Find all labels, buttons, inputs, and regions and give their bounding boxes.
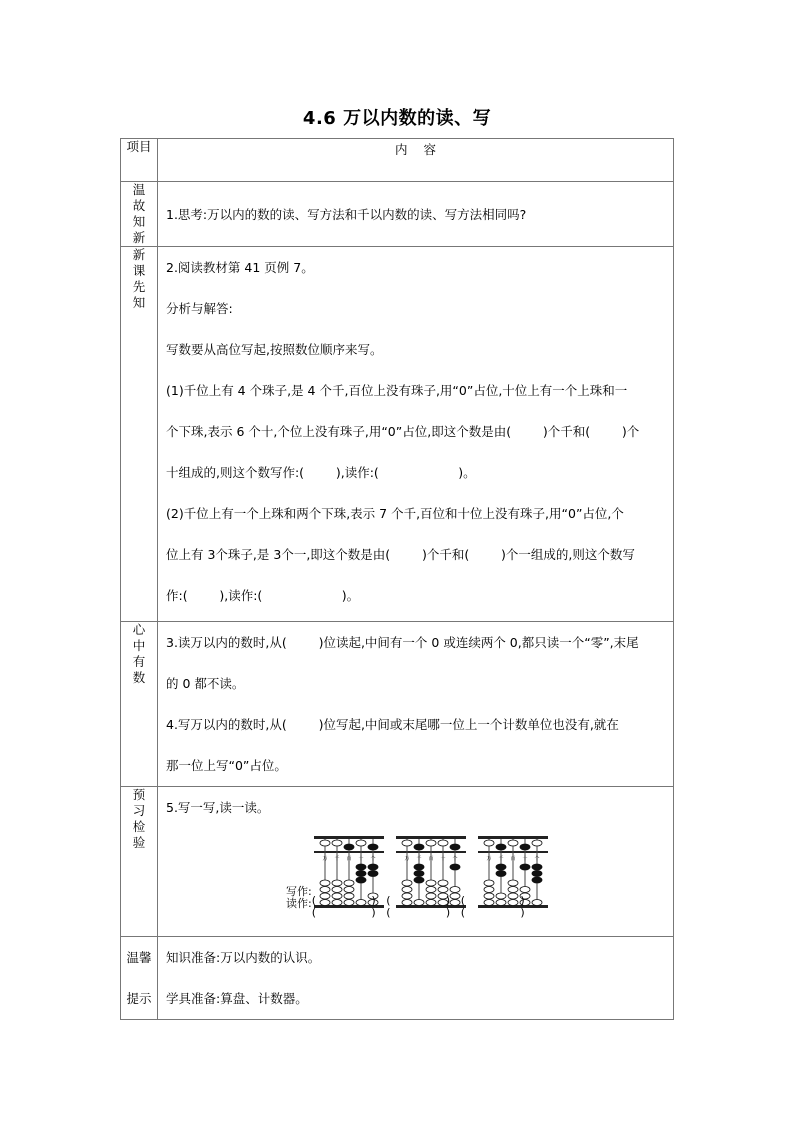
page-title: 4.6 万以内数的读、写 — [302, 108, 492, 129]
abacus-lower-bead — [414, 864, 424, 870]
abacus-upper-bead — [368, 844, 378, 850]
row-review — [121, 182, 674, 247]
abacus-lower-bead — [532, 864, 542, 870]
new-p4a: (1)千位上有 4 个珠子,是 4 个千,百位上没有珠子,用“0”占位,十位上有一个上珠和一 — [166, 383, 628, 398]
new-p5b: 位上有 3个珠子,是 3个一,即这个数是由( )个千和( )个一组成的,则这个数写 — [166, 547, 635, 562]
mind-p1a: 3.读万以内的数时,从( )位读起,中间有一个 0 或连续两个 0,都只读一个“零”,末尾 — [166, 635, 639, 650]
new-p5c: 作:( ),读作:( )。 — [166, 588, 360, 603]
mind-p2b: 那一位上写“0”占位。 — [166, 758, 287, 773]
abacus-upper-bead — [356, 840, 366, 846]
label-tip-bottom: 提示 — [126, 991, 152, 1006]
row-new — [121, 247, 674, 622]
place-label: 十 — [440, 856, 446, 862]
place-label: 十 — [522, 856, 528, 862]
abacus-lower-bead — [496, 871, 506, 877]
abacus-lower-bead — [450, 864, 460, 870]
place-label: 十 — [358, 856, 364, 862]
place-label: 百 — [510, 856, 516, 862]
read-line: 读作: ( ) ( ) ( ) — [286, 897, 525, 919]
label-new: 新课先知 — [132, 247, 146, 310]
abacus-lower-bead — [532, 871, 542, 877]
abacus-upper-bead — [332, 840, 342, 846]
write-label: 写作: — [286, 885, 312, 898]
row-preview — [121, 787, 674, 937]
header-project: 项目 — [121, 139, 158, 182]
label-review: 温故知新 — [132, 182, 146, 245]
abacus-frame-top — [478, 836, 548, 839]
place-label: 个 — [370, 856, 376, 862]
abacus-upper-bead — [532, 840, 542, 846]
place-label: 千 — [416, 856, 422, 862]
abacus-upper-bead — [426, 840, 436, 846]
place-label: 百 — [428, 856, 434, 862]
place-label: 个 — [452, 856, 458, 862]
tip-p2: 学具准备:算盘、计数器。 — [166, 991, 308, 1006]
abacus-frame-top — [314, 836, 384, 839]
abacus-upper-bead — [508, 840, 518, 846]
abacus-lower-bead — [520, 864, 530, 870]
row-tip — [121, 937, 674, 1020]
abacus-frame-top — [396, 836, 466, 839]
study-table — [120, 138, 674, 1020]
abacus-lower-bead — [368, 864, 378, 870]
abacus-upper-bead — [450, 844, 460, 850]
abacus-upper-bead — [344, 844, 354, 850]
abacus-upper-bead — [520, 844, 530, 850]
abacus-lower-bead — [532, 900, 542, 906]
review-text: 1.思考:万以内的数的读、写方法和千以内数的读、写方法相同吗? — [166, 206, 527, 222]
label-mind: 心中有数 — [132, 622, 146, 685]
tip-p1: 知识准备:万以内数的认识。 — [166, 950, 321, 965]
abacus-lower-bead — [356, 864, 366, 870]
abacus-lower-bead — [414, 877, 424, 883]
abacus-lower-bead — [356, 871, 366, 877]
new-p1: 2.阅读教材第 41 页例 7。 — [166, 260, 314, 275]
place-label: 千 — [334, 856, 340, 862]
abacus-upper-bead — [438, 840, 448, 846]
abacus-upper-bead — [402, 840, 412, 846]
label-preview: 预习检验 — [132, 787, 146, 850]
place-label: 个 — [534, 856, 540, 862]
label-tip-top: 温馨 — [126, 950, 152, 965]
preview-p1: 5.写一写,读一读。 — [166, 800, 270, 815]
place-label: 万 — [404, 856, 410, 862]
abacus-lower-bead — [496, 864, 506, 870]
abacus-upper-bead — [320, 840, 330, 846]
new-p3: 写数要从高位写起,按照数位顺序来写。 — [166, 342, 383, 357]
header-content: 内 容 — [158, 139, 674, 182]
read-label: 读作: — [286, 897, 312, 910]
place-label: 千 — [498, 856, 504, 862]
table-header-row — [121, 139, 674, 182]
new-p4c: 十组成的,则这个数写作:( ),读作:( )。 — [166, 465, 476, 480]
new-p4b: 个下珠,表示 6 个十,个位上没有珠子,用“0”占位,即这个数是由( )个千和( )个 — [166, 424, 640, 439]
abacus-upper-bead — [496, 844, 506, 850]
new-p5a: (2)千位上有一个上珠和两个下珠,表示 7 个千,百位和十位上没有珠子,用“0”占位,个 — [166, 506, 624, 521]
abacus-upper-bead — [484, 840, 494, 846]
place-label: 百 — [346, 856, 352, 862]
abacus-lower-bead — [356, 877, 366, 883]
place-label: 万 — [486, 856, 492, 862]
mind-p1b: 的 0 都不读。 — [166, 676, 245, 691]
write-line: 写作: ( ) ( ) ( ) — [286, 885, 525, 907]
abacus-upper-bead — [414, 844, 424, 850]
row-mind — [121, 622, 674, 787]
abacus-exercise — [166, 818, 667, 936]
place-label: 万 — [322, 856, 328, 862]
abacus-lower-bead — [414, 871, 424, 877]
new-p2: 分析与解答: — [166, 301, 233, 316]
abacus-lower-bead — [368, 871, 378, 877]
mind-p2a: 4.写万以内的数时,从( )位写起,中间或末尾哪一位上一个计数单位也没有,就在 — [166, 717, 619, 732]
abacus-lower-bead — [532, 877, 542, 883]
